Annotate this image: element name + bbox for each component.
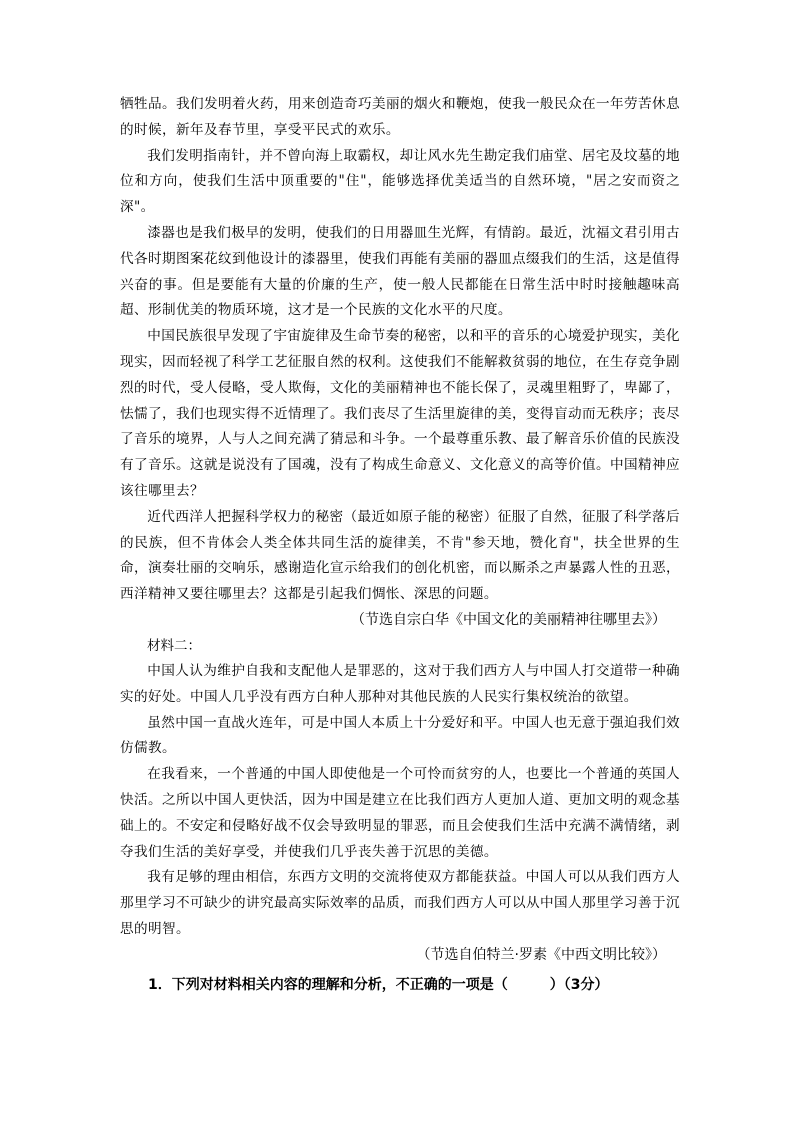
paragraph: 虽然中国一直战火连年，可是中国人本质上十分爱好和平。中国人也无意于强迫我们效仿儒教。	[120, 714, 680, 757]
material-label: 材料二：	[147, 637, 201, 654]
paragraph: 牺牲品。我们发明着火药，用来创造奇巧美丽的烟火和鞭炮，使我一般民众在一年劳苦休息的时候，新年及春节里，享受平民式的欢乐。	[120, 96, 680, 138]
paragraph: 我们发明指南针，并不曾向海上取霸权，却让风水先生勘定我们庙堂、居宅及坟墓的地位和方向，使我们生活中顶重要的"住"，能够选择优美适当的自然环境，"居之安而资之深"。	[120, 147, 680, 216]
paragraph: 在我看来，一个普通的中国人即使他是一个可怜而贫穷的人，也要比一个普通的英国人快活。之所以中国人更快活，因为中国是建立在比我们西方人更加人道、更加文明的观念基础上的。不安定和侵略好战不仅会导致明显的罪恶，而且会使我们生活中充满不满情绪，剥夺我们生活的美好享受，并使我们几乎丧失善于沉思的美德。	[120, 766, 680, 860]
question-stem: 1．下列对材料相关内容的理解和分析，不正确的一项是（ ）（3分）	[148, 976, 609, 993]
source-citation: （节选自宗白华《中国文化的美丽精神往哪里去》）	[351, 611, 666, 628]
paragraph: 近代西洋人把握科学权力的秘密（最近如原子能的秘密）征服了自然，征服了科学落后的民族，但不肯体会人类全体共同生活的旋律美，不肯"参天地，赞化育"，扶全世界的生命，演奏壮丽的交响乐，感谢造化宣示给我们的创化机密，而以厮杀之声暴露人性的丑恶，西洋精神又要往哪里去？这都是引起我们惆怅、深思的问题。	[120, 508, 680, 603]
paragraph: 中国人认为维护自我和支配他人是罪恶的，这对于我们西方人与中国人打交道带一种确实的好处。中国人几乎没有西方白种人那种对其他民族的人民实行集权统治的欲望。	[120, 662, 680, 705]
paragraph: 中国民族很早发现了宇宙旋律及生命节奏的秘密，以和平的音乐的心境爱护现实，美化现实，因而轻视了科学工艺征服自然的权利。这使我们不能解救贫弱的地位，在生存竞争剧烈的时代，受人侵略，受人欺侮，文化的美丽精神也不能长保了，灵魂里粗野了，卑鄙了，怯懦了，我们也现实得不近情理了。我们丧尽了生活里旋律的美，变得盲动而无秩序；丧尽了音乐的境界，人与人之间充满了猜忌和斗争。一个最尊重乐教、最了解音乐价值的民族没有了音乐。这就是说没有了国魂，没有了构成生命意义、文化意义的高等价值。中国精神应该往哪里去？	[120, 328, 680, 499]
source-citation: （节选自伯特兰·罗素《中西文明比较》）	[416, 946, 666, 963]
document-page	[120, 92, 680, 998]
paragraph: 我有足够的理由相信，东西方文明的交流将使双方都能获益。中国人可以从我们西方人那里学习不可缺少的讲究最高实际效率的品质，而我们西方人可以从中国人那里学习善于沉思的明智。	[120, 869, 680, 937]
paragraph: 漆器也是我们极早的发明，使我们的日用器皿生光辉，有情韵。最近，沈福文君引用古代各时期图案花纹到他设计的漆器里，使我们再能有美丽的器皿点缀我们的生活，这是值得兴奋的事。但是要能有大量的价廉的生产，使一般人民都能在日常生活中时时接触趣味高超、形制优美的物质环境，这才是一个民族的文化水平的尺度。	[120, 224, 680, 319]
